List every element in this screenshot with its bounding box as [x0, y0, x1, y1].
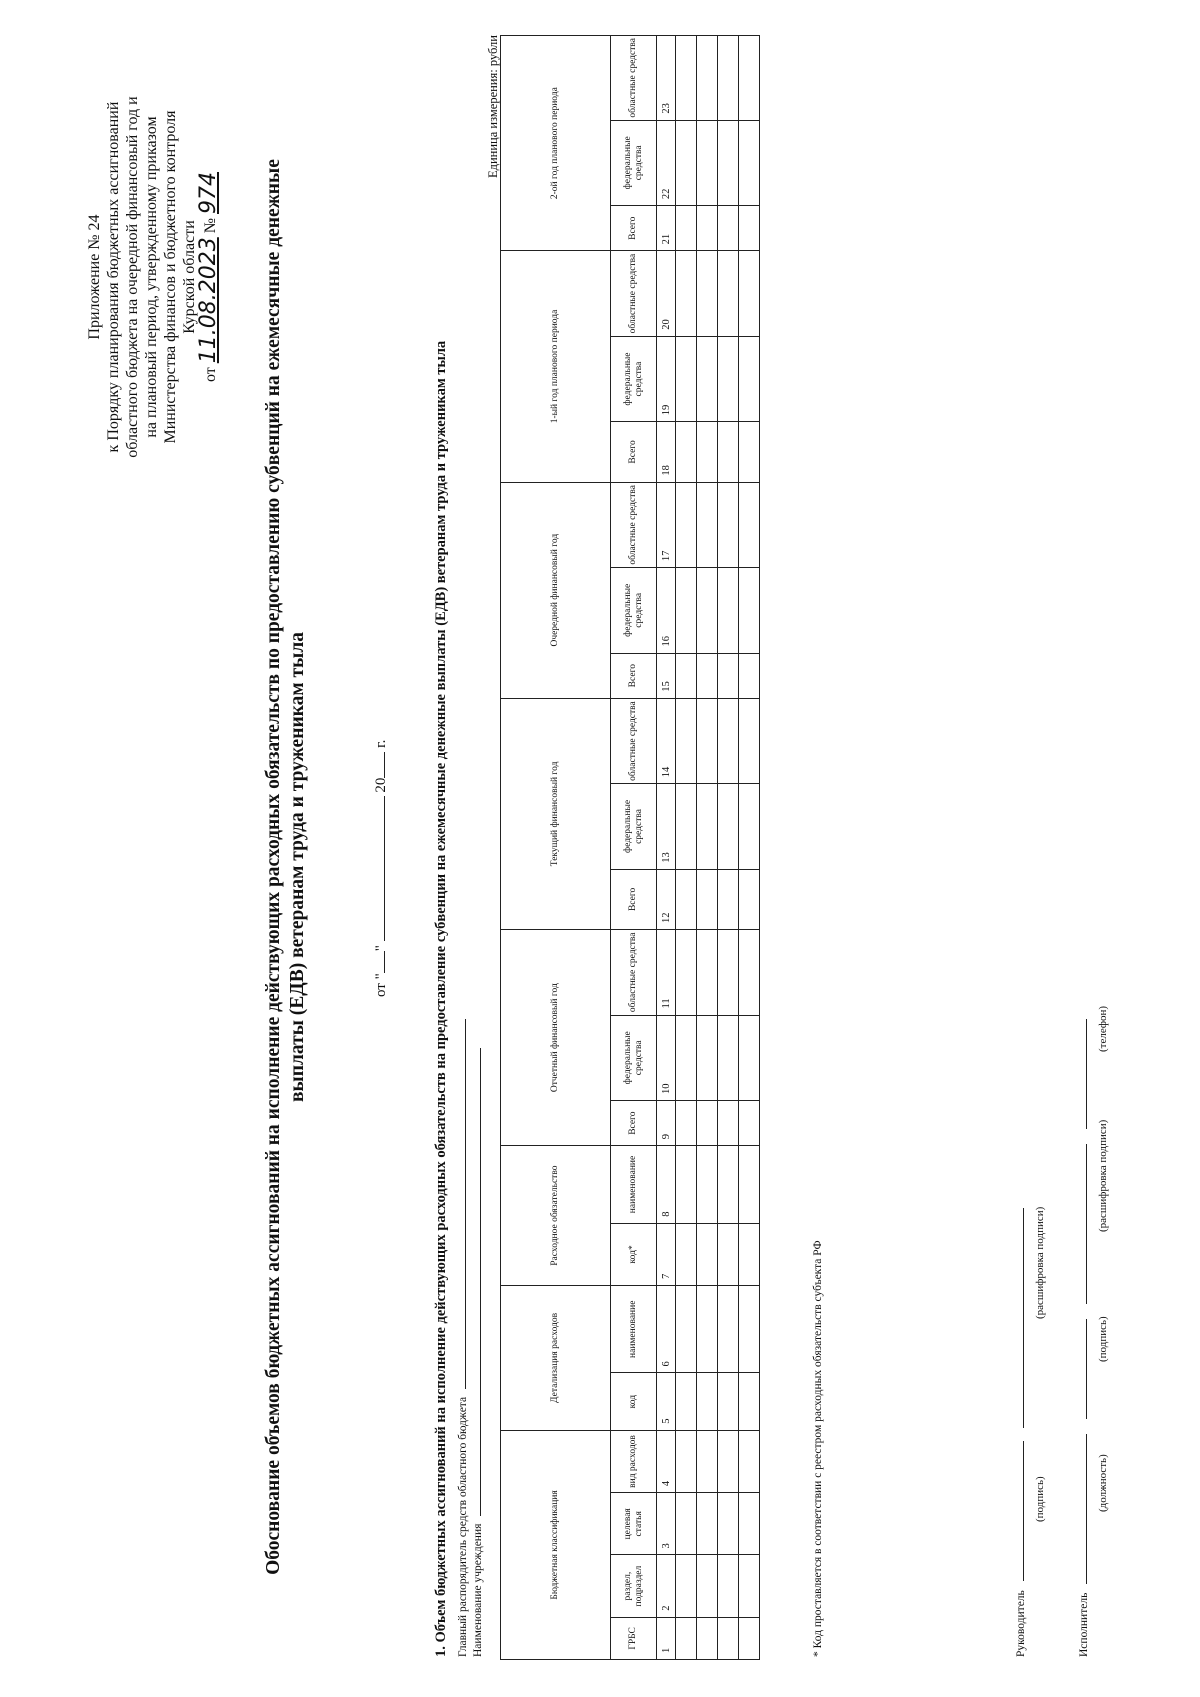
table-cell[interactable] — [697, 1617, 718, 1659]
table-cell[interactable] — [676, 1617, 697, 1659]
document-title: Обоснование объемов бюджетных ассигнований на исполнение действующих расходных обязательств по предоставлению субвенций на ежемесячные денежные выплаты (ЕДВ) ветеранам труда и труженикам тыла — [263, 159, 308, 1575]
header-total: Всего — [611, 1101, 657, 1146]
header-obligation-code: код* — [611, 1223, 657, 1285]
institution-blank — [470, 1048, 481, 1516]
head-decode-caption: (расшифровка подписи) — [1034, 1206, 1046, 1319]
main-manager-field — [455, 1019, 469, 1657]
table-cell[interactable] — [718, 1555, 739, 1617]
table-cell[interactable] — [739, 930, 760, 1016]
table-cell[interactable] — [739, 336, 760, 421]
date-quote-close: " — [373, 945, 389, 952]
header-total: Всего — [611, 206, 657, 251]
column-number: 5 — [657, 1373, 676, 1430]
institution-label: Наименование учреждения — [472, 1523, 484, 1657]
table-cell[interactable] — [718, 930, 739, 1016]
header-plan-year-1: 1-ый год планового периода — [501, 251, 611, 482]
table-row — [697, 36, 718, 1660]
header-plan-year-2: 2-ой год планового периода — [501, 36, 611, 251]
table-cell[interactable] — [676, 1146, 697, 1223]
table-cell[interactable] — [739, 653, 760, 698]
table-cell[interactable] — [718, 482, 739, 567]
table-cell[interactable] — [676, 869, 697, 929]
appendix-header — [85, 17, 220, 537]
table-cell[interactable] — [676, 1015, 697, 1100]
table-cell[interactable] — [739, 1373, 760, 1430]
table-cell[interactable] — [697, 784, 718, 869]
table-cell[interactable] — [718, 251, 739, 336]
executor-signature-line — [1076, 1019, 1090, 1657]
column-number: 1 — [657, 1617, 676, 1659]
table-cell[interactable] — [718, 206, 739, 251]
table-cell[interactable] — [739, 206, 760, 251]
head-signature-blank[interactable] — [1013, 1441, 1024, 1581]
table-cell[interactable] — [718, 1430, 739, 1492]
header-federal: федеральные средства — [611, 784, 657, 869]
table-cell[interactable] — [697, 1555, 718, 1617]
executor-decode-blank[interactable] — [1076, 1144, 1087, 1304]
table-cell[interactable] — [676, 1430, 697, 1492]
table-cell[interactable] — [739, 1430, 760, 1492]
executor-position-blank[interactable] — [1076, 1434, 1087, 1584]
header-regional: областные средства — [611, 251, 657, 336]
table-cell[interactable] — [739, 251, 760, 336]
column-number-row — [657, 36, 676, 1660]
table-cell[interactable] — [739, 698, 760, 783]
header-detail-code: код — [611, 1373, 657, 1430]
table-row — [676, 36, 697, 1660]
table-cell[interactable] — [718, 1101, 739, 1146]
units-label: Единица измерения: рубли — [486, 35, 500, 179]
column-number: 14 — [657, 698, 676, 783]
table-cell[interactable] — [676, 251, 697, 336]
table-cell[interactable] — [697, 1146, 718, 1223]
year-blank — [370, 752, 385, 778]
table-cell[interactable] — [676, 568, 697, 653]
executor-decode-caption: (расшифровка подписи) — [1097, 1119, 1109, 1232]
table-cell[interactable] — [697, 1101, 718, 1146]
table-cell[interactable] — [697, 1373, 718, 1430]
appendix-number: Приложение № 24 — [86, 214, 103, 340]
header-regional: областные средства — [611, 698, 657, 783]
column-number: 18 — [657, 422, 676, 482]
header-next-year: Очередной финансовый год — [501, 482, 611, 698]
table-cell[interactable] — [718, 784, 739, 869]
table-cell[interactable] — [697, 653, 718, 698]
appendix-line-4: Министерства финансов и бюджетного контроля — [162, 110, 179, 444]
table-cell[interactable] — [676, 653, 697, 698]
header-expense-type: вид расходов — [611, 1430, 657, 1492]
table-cell[interactable] — [697, 698, 718, 783]
header-regional: областные средства — [611, 482, 657, 567]
table-cell[interactable] — [718, 422, 739, 482]
header-regional: областные средства — [611, 930, 657, 1016]
table-cell[interactable] — [718, 698, 739, 783]
table-cell[interactable] — [739, 1493, 760, 1555]
table-cell[interactable] — [697, 206, 718, 251]
date-line — [370, 740, 390, 997]
table-cell[interactable] — [676, 784, 697, 869]
table-cell[interactable] — [718, 1015, 739, 1100]
header-regional: областные средства — [611, 36, 657, 121]
head-signature-caption: (подпись) — [1034, 1476, 1046, 1522]
table-cell[interactable] — [697, 1493, 718, 1555]
table-cell[interactable] — [697, 1223, 718, 1285]
table-cell[interactable] — [718, 1223, 739, 1285]
column-number: 2 — [657, 1555, 676, 1617]
table-cell[interactable] — [697, 120, 718, 205]
table-cell[interactable] — [718, 1373, 739, 1430]
table-cell[interactable] — [739, 1101, 760, 1146]
header-federal: федеральные средства — [611, 568, 657, 653]
day-blank — [370, 951, 385, 973]
table-cell[interactable] — [697, 251, 718, 336]
date-prefix: от " — [373, 973, 389, 997]
header-total: Всего — [611, 869, 657, 929]
table-cell[interactable] — [718, 336, 739, 421]
column-number: 13 — [657, 784, 676, 869]
table-cell[interactable] — [697, 36, 718, 121]
column-number: 16 — [657, 568, 676, 653]
executor-phone-caption: (телефон) — [1097, 1005, 1109, 1052]
table-cell[interactable] — [697, 568, 718, 653]
table-cell[interactable] — [739, 482, 760, 567]
header-expense-detail: Детализация расходов — [501, 1286, 611, 1431]
column-number: 10 — [657, 1015, 676, 1100]
table-cell[interactable] — [676, 1101, 697, 1146]
column-number: 11 — [657, 930, 676, 1016]
table-cell[interactable] — [739, 869, 760, 929]
header-current-year: Текущий финансовый год — [501, 698, 611, 929]
table-cell[interactable] — [739, 784, 760, 869]
table-cell[interactable] — [739, 36, 760, 121]
institution-field — [470, 1048, 484, 1657]
table-cell[interactable] — [676, 1493, 697, 1555]
year-suffix: г. — [373, 739, 389, 748]
table-cell[interactable] — [739, 1015, 760, 1100]
table-cell[interactable] — [676, 482, 697, 567]
table-cell[interactable] — [676, 1373, 697, 1430]
header-obligation-name: наименование — [611, 1146, 657, 1223]
column-number: 15 — [657, 653, 676, 698]
table-cell[interactable] — [718, 1617, 739, 1659]
table-cell[interactable] — [697, 336, 718, 421]
appendix-line-3: на плановый период, утвержденному приказом — [143, 116, 160, 438]
header-row-sub — [611, 36, 657, 1660]
header-obligation: Расходное обязательство — [501, 1146, 611, 1286]
year-prefix: 20 — [373, 777, 389, 793]
table-cell[interactable] — [697, 1015, 718, 1100]
appendix-doc-number: 974 — [196, 172, 221, 214]
header-federal: федеральные средства — [611, 336, 657, 421]
table-cell[interactable] — [739, 1286, 760, 1373]
column-number: 6 — [657, 1286, 676, 1373]
table-cell[interactable] — [739, 1617, 760, 1659]
executor-label: Исполнитель — [1078, 1592, 1090, 1657]
table-cell[interactable] — [718, 120, 739, 205]
table-cell[interactable] — [739, 1146, 760, 1223]
column-number: 22 — [657, 120, 676, 205]
header-reporting-year: Отчетный финансовый год — [501, 930, 611, 1146]
table-cell[interactable] — [718, 653, 739, 698]
table-cell[interactable] — [697, 1286, 718, 1373]
header-federal: федеральные средства — [611, 120, 657, 205]
column-number: 4 — [657, 1430, 676, 1492]
appendix-line-1: к Порядку планирования бюджетных ассигнований — [105, 101, 122, 453]
month-blank — [370, 796, 385, 941]
table-cell[interactable] — [718, 1146, 739, 1223]
main-manager-label: Главный распорядитель средств областного бюджета — [457, 1396, 469, 1657]
column-number: 20 — [657, 251, 676, 336]
appendix-line-2: областного бюджета на очередной финансовый год и — [124, 96, 141, 458]
table-cell[interactable] — [697, 1430, 718, 1492]
table-cell[interactable] — [676, 422, 697, 482]
main-manager-blank — [455, 1019, 466, 1389]
table-cell[interactable] — [676, 120, 697, 205]
table-cell[interactable] — [739, 568, 760, 653]
appendix-number-prefix: № — [202, 218, 219, 234]
header-budget-classification: Бюджетная классификация — [501, 1430, 611, 1659]
executor-position-caption: (должность) — [1097, 1454, 1109, 1512]
table-cell[interactable] — [739, 120, 760, 205]
header-total: Всего — [611, 422, 657, 482]
table-row — [718, 36, 739, 1660]
column-number: 3 — [657, 1493, 676, 1555]
column-number: 23 — [657, 36, 676, 121]
table-cell[interactable] — [676, 1286, 697, 1373]
appendix-date-prefix: от — [202, 367, 219, 383]
column-number: 7 — [657, 1223, 676, 1285]
table-row — [739, 36, 760, 1660]
head-signature-line — [1013, 1208, 1027, 1657]
column-number: 9 — [657, 1101, 676, 1146]
table-cell[interactable] — [697, 930, 718, 1016]
footnote: * Код проставляется в соответствии с реестром расходных обязательств субъекта РФ — [812, 1240, 824, 1657]
table-cell[interactable] — [718, 869, 739, 929]
table-cell[interactable] — [676, 1555, 697, 1617]
table-cell[interactable] — [676, 36, 697, 121]
executor-phone-blank[interactable] — [1076, 1019, 1087, 1129]
column-number: 19 — [657, 336, 676, 421]
appendix-date-line — [196, 17, 221, 537]
column-number: 17 — [657, 482, 676, 567]
table-cell[interactable] — [739, 422, 760, 482]
table-cell[interactable] — [676, 336, 697, 421]
table-cell[interactable] — [739, 1555, 760, 1617]
table-cell[interactable] — [676, 930, 697, 1016]
executor-signature-caption: (подпись) — [1097, 1316, 1109, 1362]
header-total: Всего — [611, 653, 657, 698]
table-cell[interactable] — [718, 568, 739, 653]
section-1-heading: 1. Объем бюджетных ассигнований на исполнение действующих расходных обязательств на предоставление субвенции на ежемесячные денежные выплаты (ЕДВ) ветеранам труда и труженикам тыла — [433, 340, 449, 1657]
table-cell[interactable] — [697, 422, 718, 482]
header-detail-name: наименование — [611, 1286, 657, 1373]
table-cell[interactable] — [676, 206, 697, 251]
head-label: Руководитель — [1015, 1590, 1027, 1657]
column-number: 8 — [657, 1146, 676, 1223]
head-decode-blank[interactable] — [1013, 1208, 1024, 1428]
header-row-groups — [501, 36, 611, 1660]
column-number: 21 — [657, 206, 676, 251]
executor-signature-blank[interactable] — [1076, 1319, 1087, 1419]
appendix-date: 11.08.2023 — [196, 237, 221, 364]
table-cell[interactable] — [718, 1286, 739, 1373]
header-federal: федеральные средства — [611, 1015, 657, 1100]
table-cell[interactable] — [676, 698, 697, 783]
header-grbs: ГРБС — [611, 1617, 657, 1659]
appendix-line-5: Курской области — [181, 220, 198, 334]
header-target: целевая статья — [611, 1493, 657, 1555]
table-cell[interactable] — [697, 869, 718, 929]
table-cell[interactable] — [697, 482, 718, 567]
table-cell[interactable] — [718, 1493, 739, 1555]
appropriations-table — [500, 35, 760, 1660]
table-cell[interactable] — [676, 1223, 697, 1285]
table-cell[interactable] — [718, 36, 739, 121]
header-section: раздел, подраздел — [611, 1555, 657, 1617]
table-cell[interactable] — [739, 1223, 760, 1285]
column-number: 12 — [657, 869, 676, 929]
